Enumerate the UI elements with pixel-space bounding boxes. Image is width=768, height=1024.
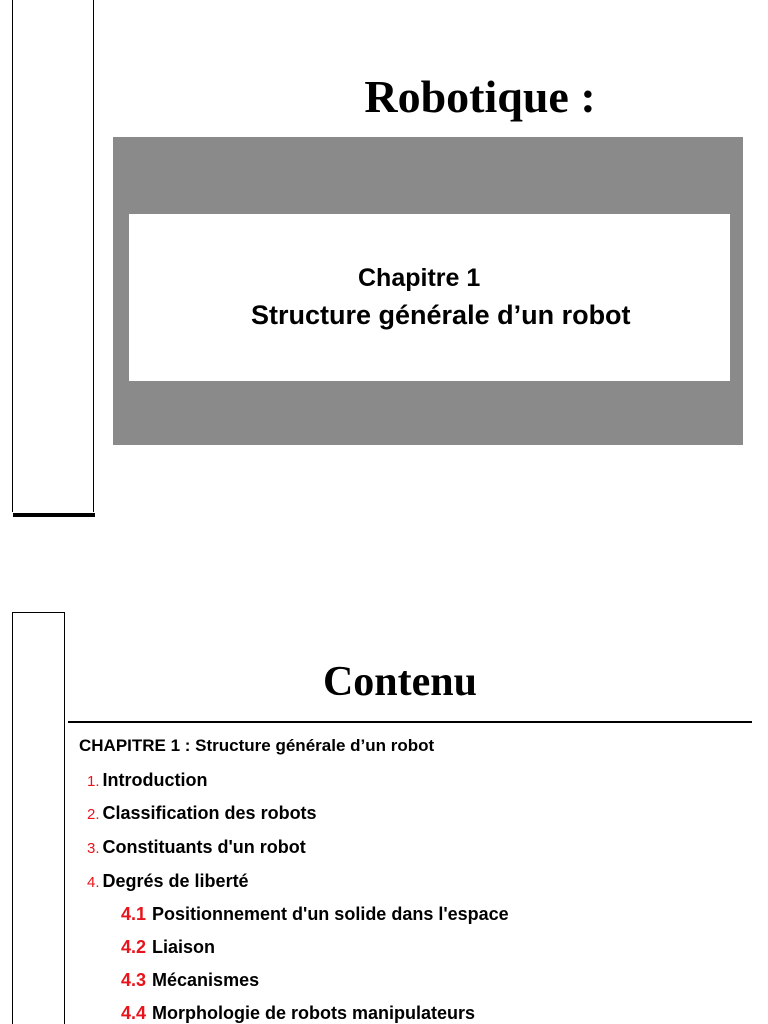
toc-subitem-number: 4.2 — [121, 937, 147, 957]
toc-subitem-label: Morphologie de robots manipulateurs — [152, 1003, 476, 1023]
toc-item-number: 2. — [87, 806, 100, 823]
toc-item-number: 4. — [87, 874, 100, 891]
toc-subitem-number: 4.3 — [121, 970, 147, 990]
slide1-left-frame — [12, 0, 94, 512]
toc-subitem-number: 4.1 — [121, 904, 147, 924]
slide2-left-frame — [12, 612, 65, 1024]
toc-item — [87, 769, 208, 793]
toc-item-label: Classification des robots — [102, 803, 317, 823]
toc-item — [87, 836, 306, 860]
toc-subitem — [121, 1002, 475, 1024]
toc-subitem-number: 4.4 — [121, 1003, 147, 1023]
toc-header: CHAPITRE 1 : Structure générale d’un robot — [79, 736, 435, 755]
toc-subitem — [121, 903, 509, 925]
toc-subitem-label: Mécanismes — [152, 970, 260, 990]
toc-item-label: Introduction — [102, 770, 208, 790]
chapter-box — [129, 214, 730, 381]
toc-item-label: Degrés de liberté — [102, 871, 249, 891]
toc-item — [87, 870, 249, 894]
toc-item-label: Constituants d'un robot — [102, 837, 306, 857]
toc-item-number: 3. — [87, 840, 100, 857]
slide1-title: Robotique : — [364, 71, 596, 122]
toc-subitem-label: Positionnement d'un solide dans l'espace — [152, 904, 509, 924]
toc-item — [87, 802, 317, 826]
slide1-frame-shadow — [13, 513, 95, 517]
toc-item-number: 1. — [87, 773, 100, 790]
slide2-title: Contenu — [322, 659, 478, 705]
toc-subitem-label: Liaison — [152, 937, 216, 957]
title-divider — [68, 721, 752, 723]
toc-subitem — [121, 936, 215, 958]
chapter-title: Structure générale d’un robot — [251, 300, 631, 330]
chapter-number: Chapitre 1 — [358, 264, 481, 292]
toc-subitem — [121, 969, 259, 991]
chapter-panel — [113, 137, 743, 445]
